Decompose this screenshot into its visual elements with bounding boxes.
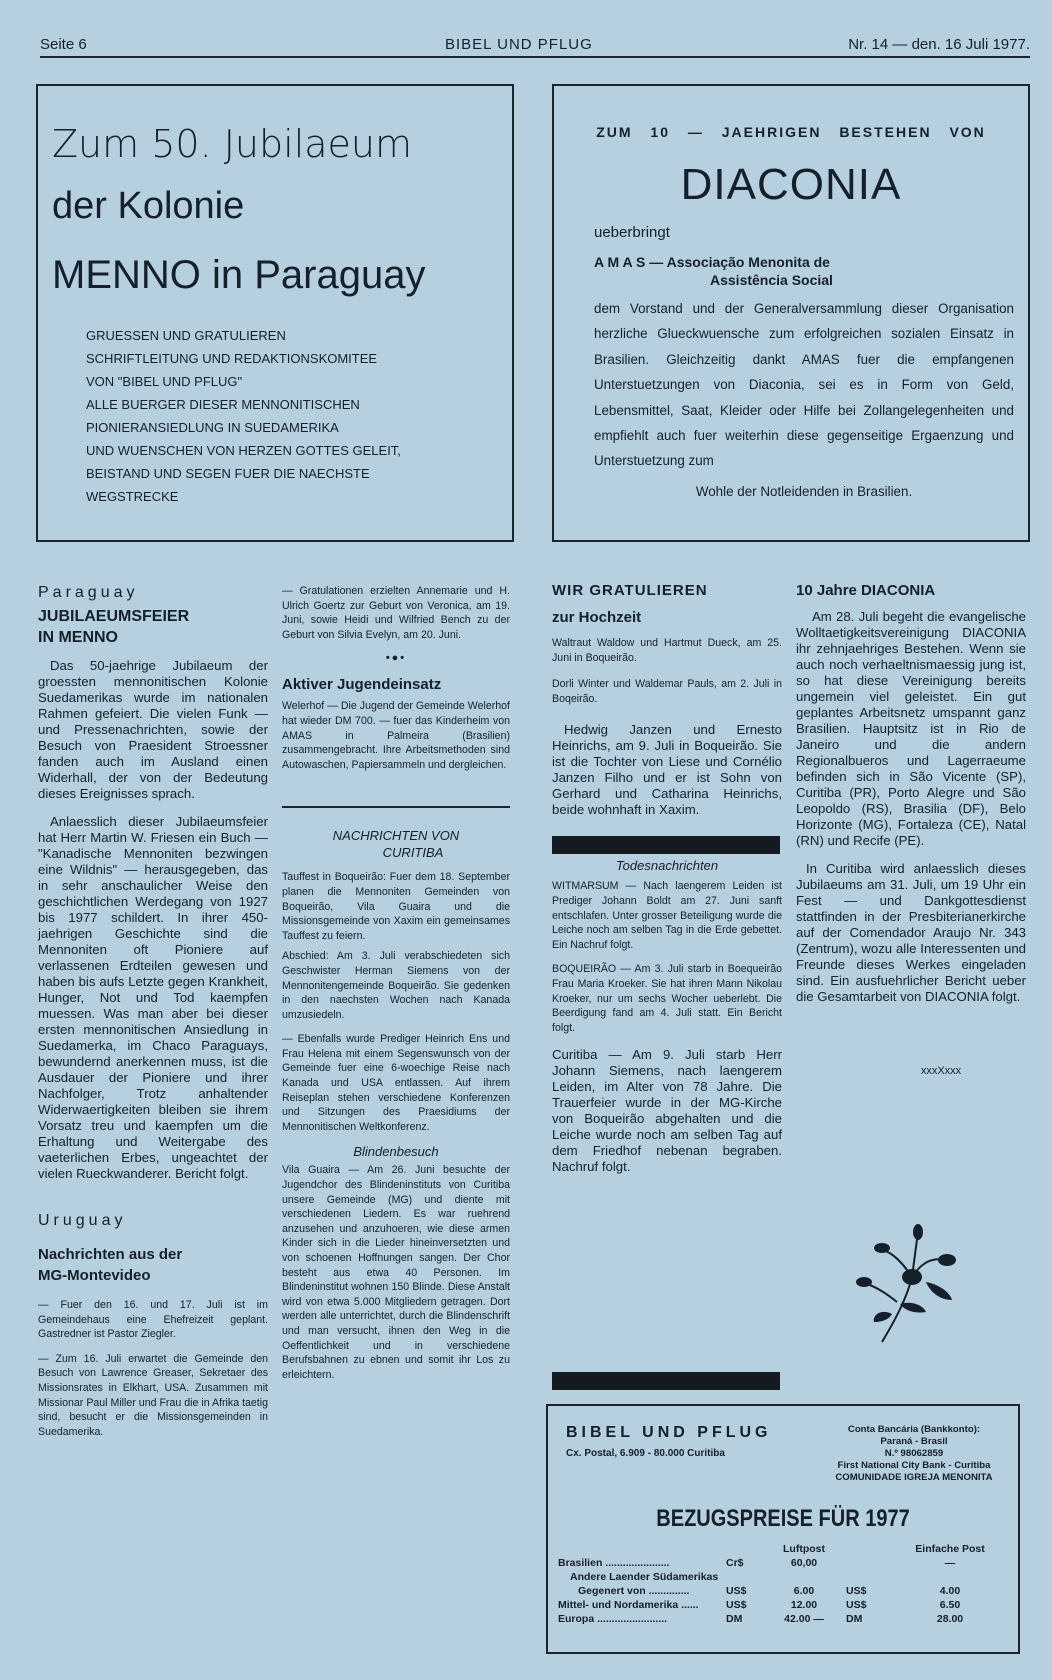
nachrichten-title-line1: NACHRICHTEN VON [332,828,460,844]
price-label: Brasilien ...................... [558,1557,670,1569]
menno-greeting-box [36,84,514,542]
page-number: Seite 6 [40,36,87,53]
flower-ornament-icon [852,1222,972,1352]
bank-line: N.º 98062859 [884,1448,944,1459]
news-item: — Fuer den 16. und 17. Juli ist im Gemeindehaus eine Ehefreizeit geplant. Gastredner ist Pastor Ziegler. [38,1299,268,1341]
greeting-line: PIONIERANSIEDLUNG IN SUEDAMERIKA [86,420,339,435]
amas-name-line2: Assistência Social [710,272,833,288]
hedwig-janzen-item: Hedwig Janzen und Ernesto Heinrichs, am 9. Juli in Boqueirão. Sie ist die Tochter von Liese und Cornélio Janzen Filho und er ist Sohn von Gerhard und Catharina Heinrichs, beide wohnhaft in Xaxim. [552,722,782,818]
news-item: — Zum 16. Juli erwartet die Gemeinde den Besuch von Lawrence Greaser, Sekretaer des Missionsrates in Elkhart, USA. Zusammen mit Missionar Paul Miller und Frau die in Afrika taetig sind, besucht er die Missionsgemeinden in Suedamerika. [38,1352,268,1438]
subscription-paper-name: BIBEL UND PFLUG [566,1424,772,1441]
greeting-line: BEISTAND UND SEGEN FUER DIE NAECHSTE [86,466,370,481]
price-post: — [944,1557,956,1569]
black-bar [552,1372,780,1390]
aktiver-title: Aktiver Jugendeinsatz [282,676,442,694]
ornament: •●• [385,652,407,665]
price-table [556,1542,1012,1626]
nachrichten-title-line2: CURITIBA [382,845,444,861]
obituary-curitiba: Curitiba — Am 9. Juli starb Herr Johann Siemens, nach laengerem Leiden, im Alter von 78 Jahre. Die Trauerfeier wurde in der MG-Kirche von Boqueirão abgehalten und die Leiche wurde noch am selben Tag auf dem Friedhof nebenan begraben. Nachruf folgt. [552,1047,782,1175]
black-bar [552,836,780,854]
bank-line: First National City Bank - Curitiba [837,1460,991,1471]
price-post: 28.00 [936,1613,964,1625]
menno-title-line1: Zum 50. Jubilaeum [52,122,413,166]
signature-mark: xxxXxxx [920,1065,962,1077]
region-kicker: Paraguay [38,584,139,601]
blinden-body: Vila Guaira — Am 26. Juni besuchte der Jugendchor des Blindeninstituts von Curitiba unsere Gemeinde (MG) und diente mit verschiedenen Liedern. Es war ruehrend anzusehen und anzuhoeren, wie diese armen Kinder sich in die Lieder hineinversetzten und von schoenen Hoffnungen sangen. Der Chor besteht aus etwa 40 Personen. Im Blindeninstitut wohnen 150 Blinde. Diese Anstalt wird von etwa 5.000 Mitgliedern getragen. Dort werden alle unterrichtet, durch die Blindenschrift und man versucht, ihnen den Weg in die Oeffentlichkeit und in verschiedene Berufsbahnen zu ebnen und somit ihr Los zu erleichtern. [282,1164,510,1381]
abschied-item: Abschied: Am 3. Juli verabschiedeten sich Geschwister Herman Siemens von der Mennonitengemeinde Boqueirão. Sie gedenken in den naechsten Wochen nach Kanada umzusiedeln. [282,950,510,1021]
page-header [40,34,1030,58]
tauffest-item: Tauffest in Boqueirão: Fuer dem 18. September planen die Mennoniten Gemeinden von Boqueirão, Vila Guaira und die Missionsgemeinde von Xaxim ein gemeinsames Tauffest zu feiern. [282,871,510,942]
column-paraguay [38,584,268,1439]
price-table-header [556,1542,1012,1556]
price-air: 12.00 [790,1599,818,1611]
column-einfache-post: Einfache Post [915,1543,985,1555]
diaconia-article-title: 10 Jahre DIACONIA [796,582,936,599]
diaconia-title: DIACONIA [680,160,902,209]
todesnachrichten-title: Todesnachrichten [615,858,719,874]
price-currency: US$ [846,1599,867,1611]
price-currency: US$ [726,1585,747,1597]
diaconia-greeting-box [552,84,1030,542]
price-row [556,1598,1012,1612]
hochzeit-item: Dorli Winter und Waldemar Pauls, am 2. Juli in Boqeirão. [552,678,782,705]
price-post: 4.00 [939,1585,961,1597]
price-label: Europa ........................ [558,1613,668,1625]
column-family-news [552,582,782,1175]
price-row [556,1570,1012,1584]
blinden-title: Blindenbesuch [353,1144,439,1160]
diaconia-body-end: Wohle der Notleidenden in Brasilien. [695,484,913,499]
hochzeit-item: Waltraut Waldow und Hartmut Dueck, am 25. Juni in Boqueirão. [552,637,782,664]
article-paragraph: Am 28. Juli begeht die evangelische Wolltaetigkeitsvereinigung DIACONIA ihr zehnjaehriges Bestehen. Wenn sie auch noch verhaeltnismaessig jung ist, so hat diese Vereinigung bereits ungemein viel geleistet. Ein gut geplantes Arbeitsnetz umspannt ganz Brasilien. Hauptsitz ist in Rio de Janeiro und die andern Regionalbueros und Lagerraeume befinden sich in São Vicente (SP), Curitiba (PR), Porto Alegre und São Leopoldo (RS), Brasilia (DF), Belo Horizonte (MG), Fortaleza (CE), Natal (RN) und Recife (PE). [796,609,1026,848]
prices-title: BEZUGSPREISE FÜR 1977 [656,1505,910,1533]
diaconia-body: dem Vorstand und der Generalversammlung dieser Organisation herzliche Glueckwuensche zum erfolgreichen sozialen Einsatz in Brasilien. Gleichzeitig dankt AMAS fuer die empfangenen Unterstuetzungen von Diaconia, sei es in Form von Geld, Lebensmittel, Saat, Kleider oder Hilfe bei Zollangelegenheiten und empfiehlt auch fuer weiterhin diese gegenseitige Ergaenzung und Unterstuetzung zum [594,301,1014,469]
price-post: 6.50 [939,1599,961,1611]
price-air: 6.00 [793,1585,815,1597]
bank-line: Paraná - Brasil [880,1436,948,1447]
article-paragraph: In Curitiba wird anlaesslich dieses Jubilaeums am 31. Juli, um 19 Uhr ein Fest — und Dankgottesdienst stattfinden in der Presbiterianerkirche auf der Comendador Araujo Nr. 343 (Zentrum), wozu alle Interessenten und Freunde dieses Werkes eingeladen sind. Ein ausfuehrlicher Bericht ueber die Gesamtarbeit von DIACONIA folgt. [796,861,1026,1004]
bank-line: COMUNIDADE IGREJA MENONITA [835,1472,993,1483]
greeting-line: UND WUENSCHEN VON HERZEN GOTTES GELEIT, [86,443,401,458]
price-label: Andere Laender Südamerikas [570,1571,719,1583]
ueberbringt-label: ueberbringt [594,224,670,241]
aktiver-body: Welerhof — Die Jugend der Gemeinde Welerhof hat wieder DM 700. — fuer das Kinderheim von AMAS in Palmeira (Brasilien) zusammengebracht. Ihre Arbeitsmethoden sind Autowaschen, Papiersammeln und dergleichen. [282,700,510,771]
greeting-line: WEGSTRECKE [86,489,179,504]
price-currency [844,1556,888,1570]
price-air: 42.00 — [784,1613,824,1625]
price-row [556,1584,1012,1598]
price-currency: US$ [726,1599,747,1611]
obituary-item: BOQUEIRÃO — Am 3. Juli starb in Boequeirão Frau Maria Kroeker. Sie hat ihren Mann Nikolau Kroeker, nur um sechs Wocher ueberlebt. Die Beerdigung fand am 4. Juli statt. Ein Bericht folgt. [552,963,782,1034]
price-label: Mittel- und Nordamerika ...... [558,1599,699,1611]
greeting-line: GRUESSEN UND GRATULIEREN [86,328,286,343]
wir-gratulieren-title: WIR GRATULIEREN [552,582,708,599]
column-news [282,584,510,1382]
headline-mg-montevideo: MG-Montevideo [38,1267,151,1284]
greeting-line: SCHRIFTLEITUNG UND REDAKTIONSKOMITEE [86,351,378,366]
column-diaconia [796,582,1026,1077]
divider [282,806,510,808]
subscription-box [546,1404,1020,1654]
column-luftpost: Luftpost [783,1543,825,1555]
issue-date: Nr. 14 — den. 16 Juli 1977. [848,36,1030,53]
headline-in-menno: IN MENNO [38,629,118,646]
price-currency: DM [846,1613,863,1625]
amas-name-line1: A M A S — Associação Menonita de [594,254,830,270]
greeting-line: VON "BIBEL UND PFLUG" [86,374,243,389]
menno-title-line3: MENNO in Paraguay [52,253,426,297]
menno-greeting-lines [86,324,401,508]
menno-title-line2: der Kolonie [52,185,245,227]
greeting-line: ALLE BUERGER DIESER MENNONITISCHEN [86,397,360,412]
price-currency: Cr$ [726,1557,744,1569]
obituary-item: WITMARSUM — Nach laengerem Leiden ist Prediger Johann Boldt am 27. Juni sanft entschlafen. Unter grosser Beteiligung wurde die Leiche noch am selben Tag in die Erde gebettet. Ein Nachruf folgt. [552,880,782,951]
price-currency: US$ [846,1585,867,1597]
gratulationen-item: — Gratulationen erzielten Annemarie und H. Ulrich Goertz zur Geburt von Veronica, am 19. Juni, sowie Heidi und Wilfried Bench zu der Geburt von Silvia Evelyn, am 20. Juni. [282,585,510,641]
hochzeit-title: zur Hochzeit [552,609,642,626]
price-row [556,1612,1012,1626]
price-air: 60,00 [790,1557,818,1569]
price-currency: DM [726,1613,743,1625]
headline-nachrichten: Nachrichten aus der [38,1246,183,1263]
price-row [556,1556,1012,1570]
article-paragraph: Das 50-jaehrige Jubilaeum der groessten mennonitischen Kolonie Suedamerikas wurde im nationalen Rahmen gefeiert. Die vielen Funk — und Pressenachrichten, sowie der Besuch von Praesident Stroessner fanden auch im Ausland einen Widerhall, der von der Bedeutung dieses Ereignisses sprach. [38,658,268,801]
headline-jubilaeumsfeier: JUBILAEUMSFEIER [38,608,190,625]
bank-line: Conta Bancária (Bankkonto): [847,1424,981,1435]
postal-address: Cx. Postal, 6.909 - 80.000 Curitiba [566,1448,725,1459]
region-kicker: Uruguay [38,1212,127,1229]
masthead-title: BIBEL UND PFLUG [445,36,593,53]
article-paragraph: Anlaesslich dieser Jubilaeumsfeier hat Herr Martin W. Friesen ein Buch — "Kanadische Mennoniten bezwingen eine Wildnis" — herausgegeben, das in sehr anschaulicher Weise den geschichtlichen Werdegang von 1927 bis 1977 schildert. In ihrer 450-jaehrigen Geschichte sind die Mennoniten oft Pioniere auf verlassenen Erdteilen gewesen und haben bis aufs Letzte gegen Krankheit, Hunger, Not und Tod kaempfen muessen. Was man aber bei dieser ersten mennonitischen Ansiedlung in Suedamerka, im Chaco Paraguays, bewundernd anerkennen muss, ist die Ausdauer der Pioniere und ihrer Nachfolger, Trotz anhaltender Widerwaertigkeiten bleiben sie ihrem Vorsatz treu und kaempfen um die Erhaltung und Weitergabe des vaeterlichen Erbes, ungeachtet der vielen Rueckwanderer. Bericht folgt. [38,814,268,1181]
ebenfalls-item: — Ebenfalls wurde Prediger Heinrich Ens und Frau Helena mit einem Segenswunsch von der Gemeinde fuer eine 6-woechige Reise nach Kanada und USA entlassen. Auf ihrem Reiseplan stehen verschiedene Konferenzen und Sitzungen des Praesidiums der Mennonitischen Weltkonferenz. [282,1033,510,1133]
diaconia-kicker: ZUM 10 — JAEHRIGEN BESTEHEN VON [596,124,986,140]
bank-account-info [816,1424,1012,1484]
price-label: Gegenert von .............. [578,1585,690,1597]
